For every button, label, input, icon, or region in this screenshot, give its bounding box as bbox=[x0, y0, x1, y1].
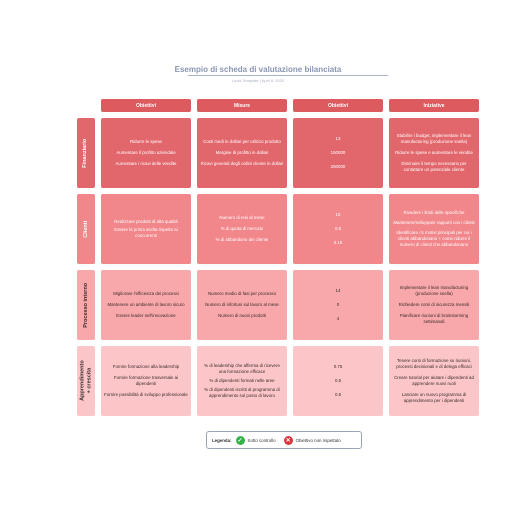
cell-text: Aumentare i ricavi delle vendite bbox=[115, 160, 177, 166]
cell-text: Aumentare il profitto aziendale bbox=[116, 150, 176, 156]
row-header-label: Apprendimento + crescita bbox=[79, 360, 93, 402]
row-header-label: Finanziario bbox=[82, 138, 89, 168]
cell-text: Diminuire il tempo necessario per contattare un potenziale cliente bbox=[401, 160, 467, 172]
cell-text: Ridurre le spese bbox=[130, 139, 162, 145]
cell-process-objectives bbox=[101, 270, 191, 340]
x-icon: ✕ bbox=[285, 437, 291, 444]
cell-text: Essere la prima scelta rispetto ai concorrenti bbox=[114, 227, 178, 238]
cell-text: Migliorare l'efficienza dei processi bbox=[113, 291, 179, 297]
cell-text: % di abbandono dei cliente bbox=[215, 236, 269, 242]
cell-text: Numero di nuovi prodotti bbox=[218, 312, 266, 318]
page-title: Esempio di scheda di valutazione bilanciata bbox=[174, 65, 342, 74]
check-icon: ✓ bbox=[237, 437, 243, 444]
cell-financial-targets bbox=[293, 118, 383, 188]
cell-financial-objectives bbox=[101, 118, 191, 188]
cell-text: 0.15 bbox=[333, 239, 343, 245]
row-header-customers bbox=[77, 194, 95, 264]
cell-text: Tenere corsi di formazione su riunioni, processi decisionali e di delega efficaci bbox=[396, 358, 472, 370]
cell-process-initiatives bbox=[389, 270, 479, 340]
row-header-financial bbox=[77, 118, 95, 188]
cell-text: Richiedere corsi di sicurezza mensili bbox=[398, 302, 470, 308]
column-header-label: Iniziative bbox=[423, 102, 445, 109]
cell-text: Ricavi generali degli ordini cliente in dollari bbox=[200, 160, 284, 166]
cell-text: 0.75 bbox=[333, 364, 343, 370]
row-header-learning-growth bbox=[77, 346, 95, 416]
legend-label: Legenda: bbox=[212, 437, 232, 443]
column-header-measures bbox=[197, 99, 287, 112]
legend bbox=[206, 431, 362, 449]
cell-text: 13 bbox=[335, 136, 341, 142]
cell-text: Mantenere un ambiente di lavoro sicuro bbox=[107, 302, 185, 308]
cell-text: Realizzare prodotti di alta qualità bbox=[114, 219, 178, 225]
cell-text: Stabilire i budget, implementare il lean manufacturing (produzione snella) bbox=[396, 133, 472, 145]
cell-text: % di dipendenti iscritti al programma di apprendimento sul posto di lavoro bbox=[204, 386, 280, 398]
cell-process-measures bbox=[197, 270, 287, 340]
cell-text: Margine di profitto in dollari bbox=[215, 150, 269, 156]
cell-text: Fornire formazione trasversale ai dipendenti bbox=[113, 375, 179, 386]
cell-text: Numero di infortuni sul lavoro al mese bbox=[205, 302, 279, 308]
cell-text: 0.5 bbox=[334, 226, 342, 232]
cell-customers-initiatives bbox=[389, 194, 479, 264]
cell-text: Creare tutorial per aiutare i dipendenti ad apprendere nuovi ruoli bbox=[394, 375, 474, 386]
cell-text: 14 bbox=[335, 288, 341, 294]
legend-item-on-track: Sotto controllo bbox=[247, 437, 276, 443]
row-header-label: Clienti bbox=[82, 220, 89, 238]
cell-customers-measures bbox=[197, 194, 287, 264]
cell-text: Numero medio di fasi per processo bbox=[207, 291, 277, 297]
cell-financial-measures bbox=[197, 118, 287, 188]
cell-learning-objectives bbox=[101, 346, 191, 416]
row-header-label: Processo interno bbox=[82, 282, 89, 328]
cell-text: Ridurre le spese e aumentare le vendite bbox=[395, 150, 473, 156]
cell-text: Costi medi in dollari per utilizzo prodotto bbox=[203, 139, 281, 145]
page-subtitle: Lucid Template | April 8, 2020 bbox=[231, 78, 285, 83]
column-header-targets bbox=[293, 99, 383, 112]
cell-text: % di quota di mercato bbox=[220, 226, 264, 232]
cell-text: Identificare i 5 motivi principali per cui i clienti abbandonano + come ridurre il numero di clienti che abbandonano bbox=[396, 230, 472, 247]
cell-text: % di dipendenti formati nelle aree bbox=[209, 378, 275, 384]
cell-customers-targets bbox=[293, 194, 383, 264]
cell-customers-objectives bbox=[101, 194, 191, 264]
column-header-initiatives bbox=[389, 99, 479, 112]
cell-text: Lanciare un nuovo programma di apprendimento per i dipendenti bbox=[401, 391, 467, 403]
cell-text: Numero di resi al mese bbox=[219, 215, 265, 221]
title-underline bbox=[188, 75, 388, 76]
cell-text: Mantenere/sviluppare rapporti con i clienti bbox=[393, 220, 475, 226]
column-header-objectives bbox=[101, 99, 191, 112]
cell-text: 10 bbox=[335, 212, 341, 218]
cell-text: % di leadership che afferma di ricevere una formazione efficace bbox=[204, 363, 280, 375]
cell-text: 0 bbox=[336, 302, 340, 308]
column-header-label: Misure bbox=[233, 102, 251, 109]
legend-item-missed: Obiettivo non rispettato bbox=[295, 437, 341, 443]
column-header-label: Obiettivi bbox=[135, 102, 156, 109]
cell-text: Implementare il lean manufacturing (produzione snella) bbox=[399, 285, 469, 297]
cell-learning-initiatives bbox=[389, 346, 479, 416]
cell-text: Rivedere i limiti delle specifiche bbox=[403, 210, 465, 216]
cell-text: Pianificare riunioni di brainstorming settimanali bbox=[399, 312, 469, 324]
cell-process-targets bbox=[293, 270, 383, 340]
cell-text: 0.5 bbox=[334, 391, 342, 397]
column-header-label: Obiettivi bbox=[327, 102, 348, 109]
cell-learning-measures bbox=[197, 346, 287, 416]
cell-text: Essere leader nell'innovazione bbox=[116, 312, 176, 318]
cell-text: Fornire possibilità di sviluppo professionale bbox=[104, 391, 188, 397]
row-header-internal-process bbox=[77, 270, 95, 340]
cell-learning-targets bbox=[293, 346, 383, 416]
cell-text: Fornire formazione alla leadership bbox=[112, 364, 180, 370]
cell-text: 150000 bbox=[330, 150, 346, 156]
cell-text: 0.5 bbox=[334, 378, 342, 384]
cell-financial-initiatives bbox=[389, 118, 479, 188]
cell-text: 250000 bbox=[330, 163, 346, 169]
cell-text: 4 bbox=[336, 315, 340, 321]
